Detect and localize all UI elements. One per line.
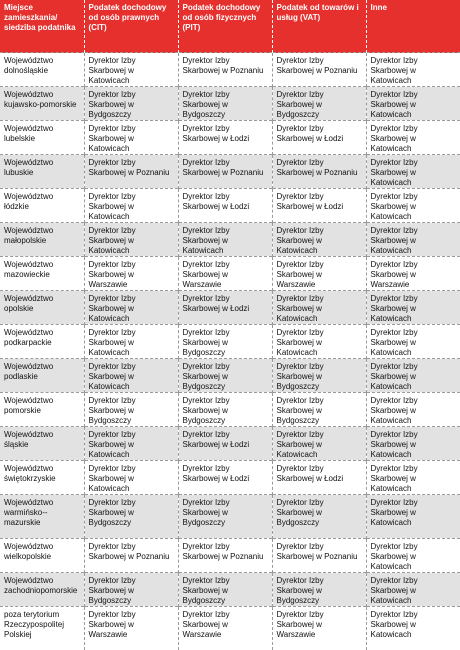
other-cell: Dyrektor Izby Skarbowej w Katowicach bbox=[366, 607, 460, 650]
residence-cell: Województwo świętokrzyskie bbox=[0, 461, 84, 495]
table-row bbox=[0, 155, 460, 189]
pit-cell: Dyrektor Izby Skarbowej w Łodzi bbox=[178, 291, 272, 325]
pit-cell: Dyrektor Izby Skarbowej w Warszawie bbox=[178, 257, 272, 291]
pit-cell: Dyrektor Izby Skarbowej w Bydgoszczy bbox=[178, 87, 272, 121]
pit-cell: Dyrektor Izby Skarbowej w Bydgoszczy bbox=[178, 573, 272, 607]
residence-cell: Województwo kujawsko-pomorskie bbox=[0, 87, 84, 121]
table-row bbox=[0, 393, 460, 427]
vat-cell: Dyrektor Izby Skarbowej w Bydgoszczy bbox=[272, 573, 366, 607]
cit-cell: Dyrektor Izby Skarbowej w Katowicach bbox=[84, 427, 178, 461]
residence-cell: Województwo mazowieckie bbox=[0, 257, 84, 291]
table-row bbox=[0, 495, 460, 539]
other-cell: Dyrektor Izby Skarbowej w Katowicach bbox=[366, 461, 460, 495]
cit-cell: Dyrektor Izby Skarbowej w Katowicach bbox=[84, 189, 178, 223]
cit-cell: Dyrektor Izby Skarbowej w Bydgoszczy bbox=[84, 573, 178, 607]
vat-cell: Dyrektor Izby Skarbowej w Poznaniu bbox=[272, 539, 366, 573]
other-cell: Dyrektor Izby Skarbowej w Katowicach bbox=[366, 573, 460, 607]
residence-cell: Województwo dolnośląskie bbox=[0, 53, 84, 87]
pit-cell: Dyrektor Izby Skarbowej w Poznaniu bbox=[178, 539, 272, 573]
vat-cell: Dyrektor Izby Skarbowej w Katowicach bbox=[272, 325, 366, 359]
pit-cell: Dyrektor Izby Skarbowej w Bydgoszczy bbox=[178, 495, 272, 539]
other-cell: Dyrektor Izby Skarbowej w Katowicach bbox=[366, 53, 460, 87]
residence-cell: Województwo wielkopolskie bbox=[0, 539, 84, 573]
other-cell: Dyrektor Izby Skarbowej w Katowicach bbox=[366, 393, 460, 427]
table-row bbox=[0, 359, 460, 393]
residence-cell: Województwo zachodniopomorskie bbox=[0, 573, 84, 607]
other-cell: Dyrektor Izby Skarbowej w Warszawie bbox=[366, 257, 460, 291]
other-cell: Dyrektor Izby Skarbowej w Katowicach bbox=[366, 427, 460, 461]
cit-cell: Dyrektor Izby Skarbowej w Katowicach bbox=[84, 53, 178, 87]
pit-cell: Dyrektor Izby Skarbowej w Bydgoszczy bbox=[178, 359, 272, 393]
residence-cell: Województwo warmińsko--mazurskie bbox=[0, 495, 84, 539]
pit-cell: Dyrektor Izby Skarbowej w Poznaniu bbox=[178, 53, 272, 87]
vat-cell: Dyrektor Izby Skarbowej w Poznaniu bbox=[272, 155, 366, 189]
vat-cell: Dyrektor Izby Skarbowej w Łodzi bbox=[272, 121, 366, 155]
vat-cell: Dyrektor Izby Skarbowej w Bydgoszczy bbox=[272, 87, 366, 121]
vat-cell: Dyrektor Izby Skarbowej w Łodzi bbox=[272, 189, 366, 223]
other-cell: Dyrektor Izby Skarbowej w Katowicach bbox=[366, 495, 460, 539]
residence-cell: poza terytorium Rzeczypospolitej Polskiej bbox=[0, 607, 84, 650]
residence-cell: Województwo opolskie bbox=[0, 291, 84, 325]
other-cell: Dyrektor Izby Skarbowej w Katowicach bbox=[366, 359, 460, 393]
table-row bbox=[0, 257, 460, 291]
other-cell: Dyrektor Izby Skarbowej w Katowicach bbox=[366, 325, 460, 359]
other-cell: Dyrektor Izby Skarbowej w Katowicach bbox=[366, 87, 460, 121]
pit-cell: Dyrektor Izby Skarbowej w Poznaniu bbox=[178, 155, 272, 189]
other-cell: Dyrektor Izby Skarbowej w Katowicach bbox=[366, 291, 460, 325]
vat-cell: Dyrektor Izby Skarbowej w Poznaniu bbox=[272, 53, 366, 87]
cit-cell: Dyrektor Izby Skarbowej w Bydgoszczy bbox=[84, 87, 178, 121]
table-row bbox=[0, 291, 460, 325]
table-row bbox=[0, 87, 460, 121]
cit-cell: Dyrektor Izby Skarbowej w Warszawie bbox=[84, 257, 178, 291]
cit-cell: Dyrektor Izby Skarbowej w Katowicach bbox=[84, 325, 178, 359]
header-residence: Miejsce zamieszkania/ siedziba podatnika bbox=[0, 0, 84, 53]
residence-cell: Województwo lubelskie bbox=[0, 121, 84, 155]
pit-cell: Dyrektor Izby Skarbowej w Warszawie bbox=[178, 607, 272, 650]
cit-cell: Dyrektor Izby Skarbowej w Katowicach bbox=[84, 223, 178, 257]
header-cit: Podatek dochodowy od osób prawnych (CIT) bbox=[84, 0, 178, 53]
table-row bbox=[0, 325, 460, 359]
vat-cell: Dyrektor Izby Skarbowej w Katowicach bbox=[272, 223, 366, 257]
cit-cell: Dyrektor Izby Skarbowej w Katowicach bbox=[84, 461, 178, 495]
header-vat: Podatek od towarów i usług (VAT) bbox=[272, 0, 366, 53]
cit-cell: Dyrektor Izby Skarbowej w Katowicach bbox=[84, 359, 178, 393]
vat-cell: Dyrektor Izby Skarbowej w Bydgoszczy bbox=[272, 393, 366, 427]
table-row bbox=[0, 189, 460, 223]
residence-cell: Województwo łódzkie bbox=[0, 189, 84, 223]
table-row bbox=[0, 573, 460, 607]
header-pit: Podatek dochodowy od osób fizycznych (PIT) bbox=[178, 0, 272, 53]
residence-cell: Województwo lubuskie bbox=[0, 155, 84, 189]
vat-cell: Dyrektor Izby Skarbowej w Katowicach bbox=[272, 291, 366, 325]
vat-cell: Dyrektor Izby Skarbowej w Katowicach bbox=[272, 427, 366, 461]
other-cell: Dyrektor Izby Skarbowej w Katowicach bbox=[366, 121, 460, 155]
cit-cell: Dyrektor Izby Skarbowej w Warszawie bbox=[84, 607, 178, 650]
cit-cell: Dyrektor Izby Skarbowej w Katowicach bbox=[84, 121, 178, 155]
header-other: Inne bbox=[366, 0, 460, 53]
residence-cell: Województwo pomorskie bbox=[0, 393, 84, 427]
vat-cell: Dyrektor Izby Skarbowej w Bydgoszczy bbox=[272, 359, 366, 393]
pit-cell: Dyrektor Izby Skarbowej w Katowicach bbox=[178, 223, 272, 257]
table-row bbox=[0, 121, 460, 155]
pit-cell: Dyrektor Izby Skarbowej w Łodzi bbox=[178, 461, 272, 495]
table-row bbox=[0, 461, 460, 495]
pit-cell: Dyrektor Izby Skarbowej w Bydgoszczy bbox=[178, 393, 272, 427]
pit-cell: Dyrektor Izby Skarbowej w Łodzi bbox=[178, 189, 272, 223]
pit-cell: Dyrektor Izby Skarbowej w Bydgoszczy bbox=[178, 325, 272, 359]
residence-cell: Województwo podkarpackie bbox=[0, 325, 84, 359]
header-row bbox=[0, 0, 460, 53]
other-cell: Dyrektor Izby Skarbowej w Katowicach bbox=[366, 155, 460, 189]
table-row bbox=[0, 607, 460, 650]
other-cell: Dyrektor Izby Skarbowej w Katowicach bbox=[366, 539, 460, 573]
table-row bbox=[0, 223, 460, 257]
pit-cell: Dyrektor Izby Skarbowej w Łodzi bbox=[178, 427, 272, 461]
vat-cell: Dyrektor Izby Skarbowej w Warszawie bbox=[272, 257, 366, 291]
cit-cell: Dyrektor Izby Skarbowej w Poznaniu bbox=[84, 155, 178, 189]
table-row bbox=[0, 539, 460, 573]
residence-cell: Województwo małopolskie bbox=[0, 223, 84, 257]
table-row bbox=[0, 53, 460, 87]
cit-cell: Dyrektor Izby Skarbowej w Bydgoszczy bbox=[84, 495, 178, 539]
table-row bbox=[0, 427, 460, 461]
cit-cell: Dyrektor Izby Skarbowej w Poznaniu bbox=[84, 539, 178, 573]
cit-cell: Dyrektor Izby Skarbowej w Katowicach bbox=[84, 291, 178, 325]
other-cell: Dyrektor Izby Skarbowej w Katowicach bbox=[366, 223, 460, 257]
cit-cell: Dyrektor Izby Skarbowej w Bydgoszczy bbox=[84, 393, 178, 427]
residence-cell: Województwo śląskie bbox=[0, 427, 84, 461]
pit-cell: Dyrektor Izby Skarbowej w Łodzi bbox=[178, 121, 272, 155]
vat-cell: Dyrektor Izby Skarbowej w Warszawie bbox=[272, 607, 366, 650]
vat-cell: Dyrektor Izby Skarbowej w Bydgoszczy bbox=[272, 495, 366, 539]
other-cell: Dyrektor Izby Skarbowej w Katowicach bbox=[366, 189, 460, 223]
residence-cell: Województwo podlaskie bbox=[0, 359, 84, 393]
vat-cell: Dyrektor Izby Skarbowej w Łodzi bbox=[272, 461, 366, 495]
